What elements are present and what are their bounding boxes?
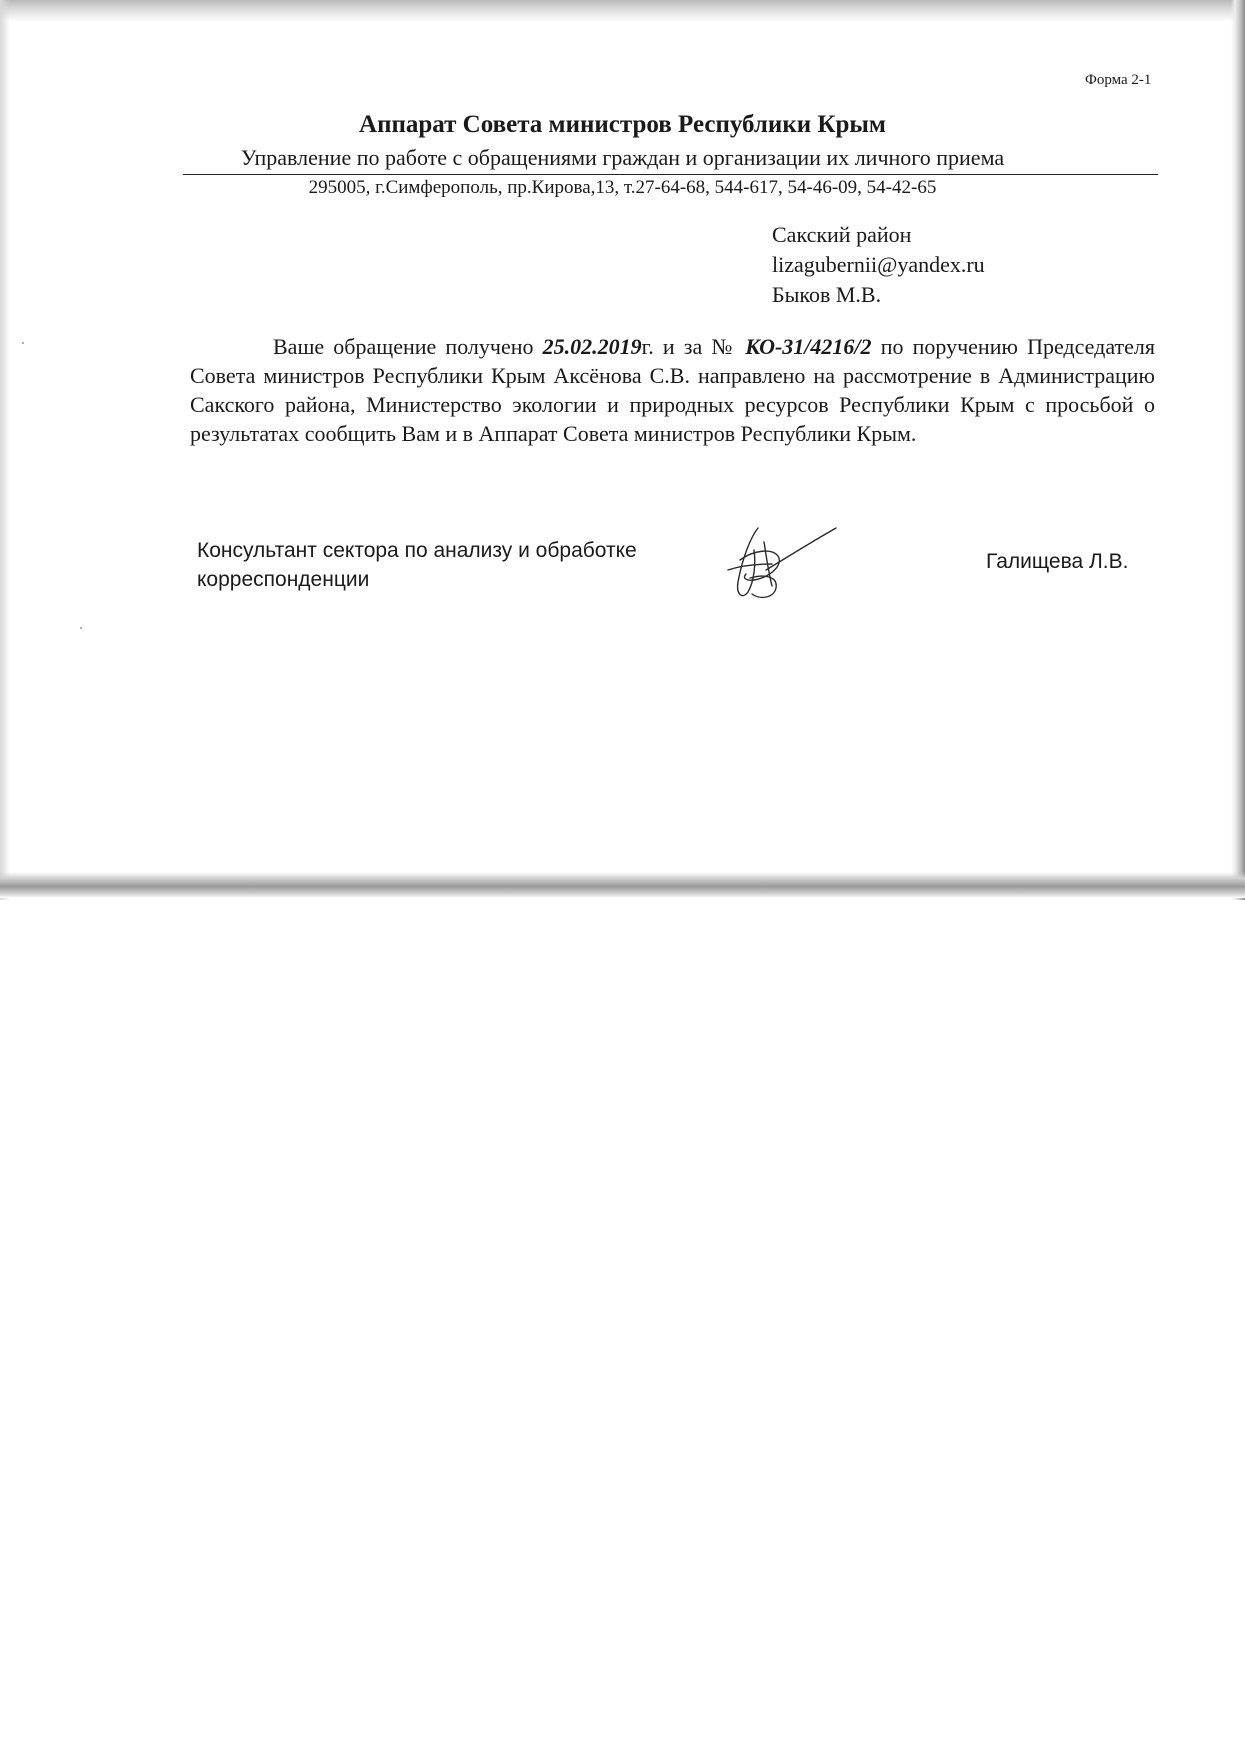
recipient-email: lizagubernii@yandex.ru — [772, 252, 985, 277]
body-part-1: Ваше обращение получено — [273, 334, 543, 359]
form-label: Форма 2-1 — [1085, 72, 1152, 88]
scan-top-edge — [0, 0, 1245, 22]
handwritten-signature — [720, 520, 840, 610]
scan-speck — [80, 627, 82, 629]
body-part-2: г. и за № — [641, 334, 746, 359]
letter-body — [190, 332, 1155, 448]
header-rule — [183, 174, 1158, 175]
scan-bottom-edge — [0, 872, 1245, 898]
recipient-name: Быков М.В. — [772, 282, 882, 307]
recipient-district: Сакский район — [772, 222, 912, 247]
organization-title: Аппарат Совета министров Республики Крым — [359, 111, 886, 138]
signer-name: Галищева Л.В. — [986, 550, 1129, 573]
scan-speck — [22, 342, 24, 344]
reference-number: КО-31/4216/2 — [745, 334, 872, 359]
organization-address: 295005, г.Симферополь, пр.Кирова,13, т.27-64-68, 544-617, 54-46-09, 54-42-65 — [308, 177, 937, 198]
received-date: 25.02.2019 — [542, 334, 642, 359]
body-part-3: по поручению Председателя Совета министров Республики Крым Аксёнова С.В. направлено на рассмотрение в Администрацию Сакского района, Министерство экологии и природных ресурсов Республики Крым с просьбой о результатах сообщить Вам и в Аппарат Совета министров Республики Крым. — [190, 334, 1155, 446]
organization-department: Управление по работе с обращениями граждан и организации их личного приема — [240, 145, 1005, 170]
signer-position: Консультант сектора по анализу и обработке корреспонденции — [197, 539, 637, 591]
